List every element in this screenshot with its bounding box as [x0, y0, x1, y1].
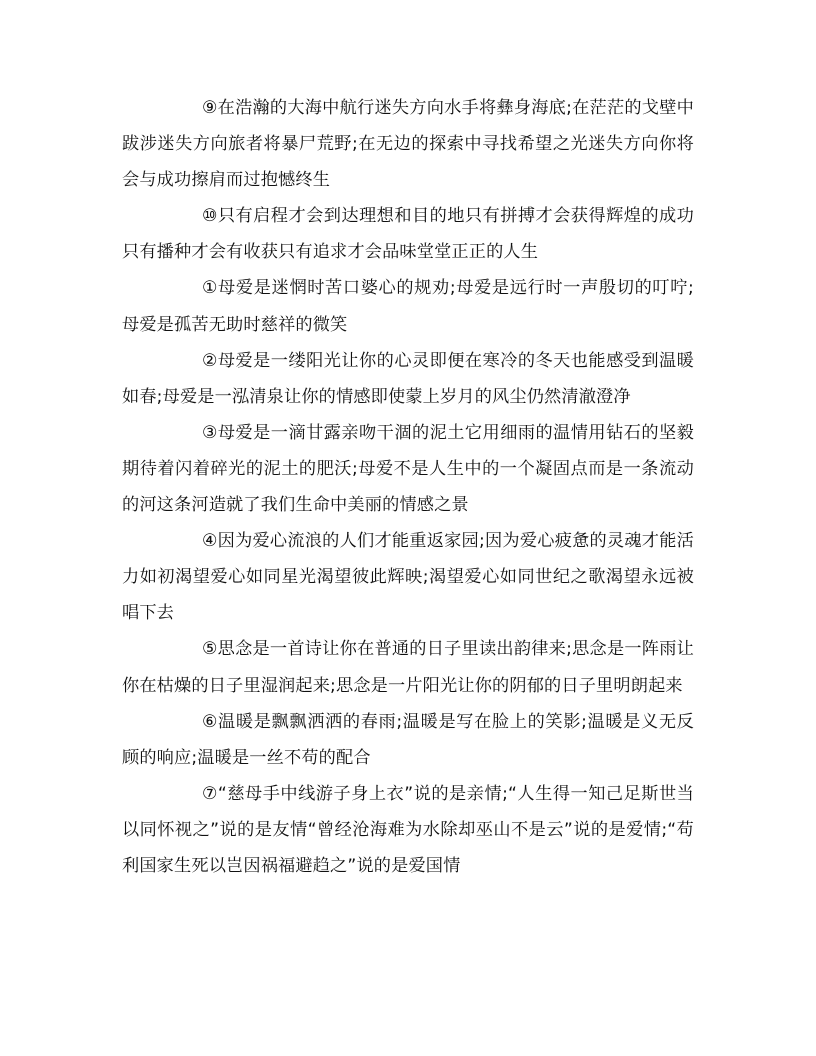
- paragraph-4: ④因为爱心流浪的人们才能重返家园;因为爱心疲惫的灵魂才能活力如初渴望爱心如同星光渴望彼此辉映;渴望爱心如同世纪之歌渴望永远被唱下去: [122, 531, 694, 624]
- paragraph-7: ⑦“慈母手中线游子身上衣”说的是亲情;“人生得一知己足斯世当以同怀视之”说的是友情“曾经沧海难为水除却巫山不是云”说的是爱情;“苟利国家生死以岂因祸福避趋之”说的是爱国情: [122, 783, 694, 876]
- paragraph-1: ①母爱是迷惘时苦口婆心的规劝;母爱是远行时一声殷切的叮咛;母爱是孤苦无助时慈祥的微笑: [122, 278, 694, 335]
- paragraph-2: ②母爱是一缕阳光让你的心灵即便在寒冷的冬天也能感受到温暖如春;母爱是一泓清泉让你的情感即使蒙上岁月的风尘仍然清澈澄净: [122, 350, 694, 407]
- paragraph-6: ⑥温暖是飘飘洒洒的春雨;温暖是写在脸上的笑影;温暖是义无反顾的响应;温暖是一丝不苟的配合: [122, 711, 694, 768]
- paragraph-5: ⑤思念是一首诗让你在普通的日子里读出韵律来;思念是一阵雨让你在枯燥的日子里湿润起来;思念是一片阳光让你的阴郁的日子里明朗起来: [122, 639, 694, 696]
- document-body: [122, 90, 694, 884]
- paragraph-9: ⑨在浩瀚的大海中航行迷失方向水手将彝身海底;在茫茫的戈壁中跋涉迷失方向旅者将暴尸荒野;在无边的探索中寻找希望之光迷失方向你将会与成功擦肩而过抱憾终生: [122, 98, 694, 191]
- paragraph-3: ③母爱是一滴甘露亲吻干涸的泥土它用细雨的温情用钻石的坚毅期待着闪着碎光的泥土的肥沃;母爱不是人生中的一个凝固点而是一条流动的河这条河造就了我们生命中美丽的情感之景: [122, 422, 694, 516]
- paragraph-10: ⑩只有启程才会到达理想和目的地只有拼搏才会获得辉煌的成功只有播种才会有收获只有追求才会品味堂堂正正的人生: [122, 206, 694, 263]
